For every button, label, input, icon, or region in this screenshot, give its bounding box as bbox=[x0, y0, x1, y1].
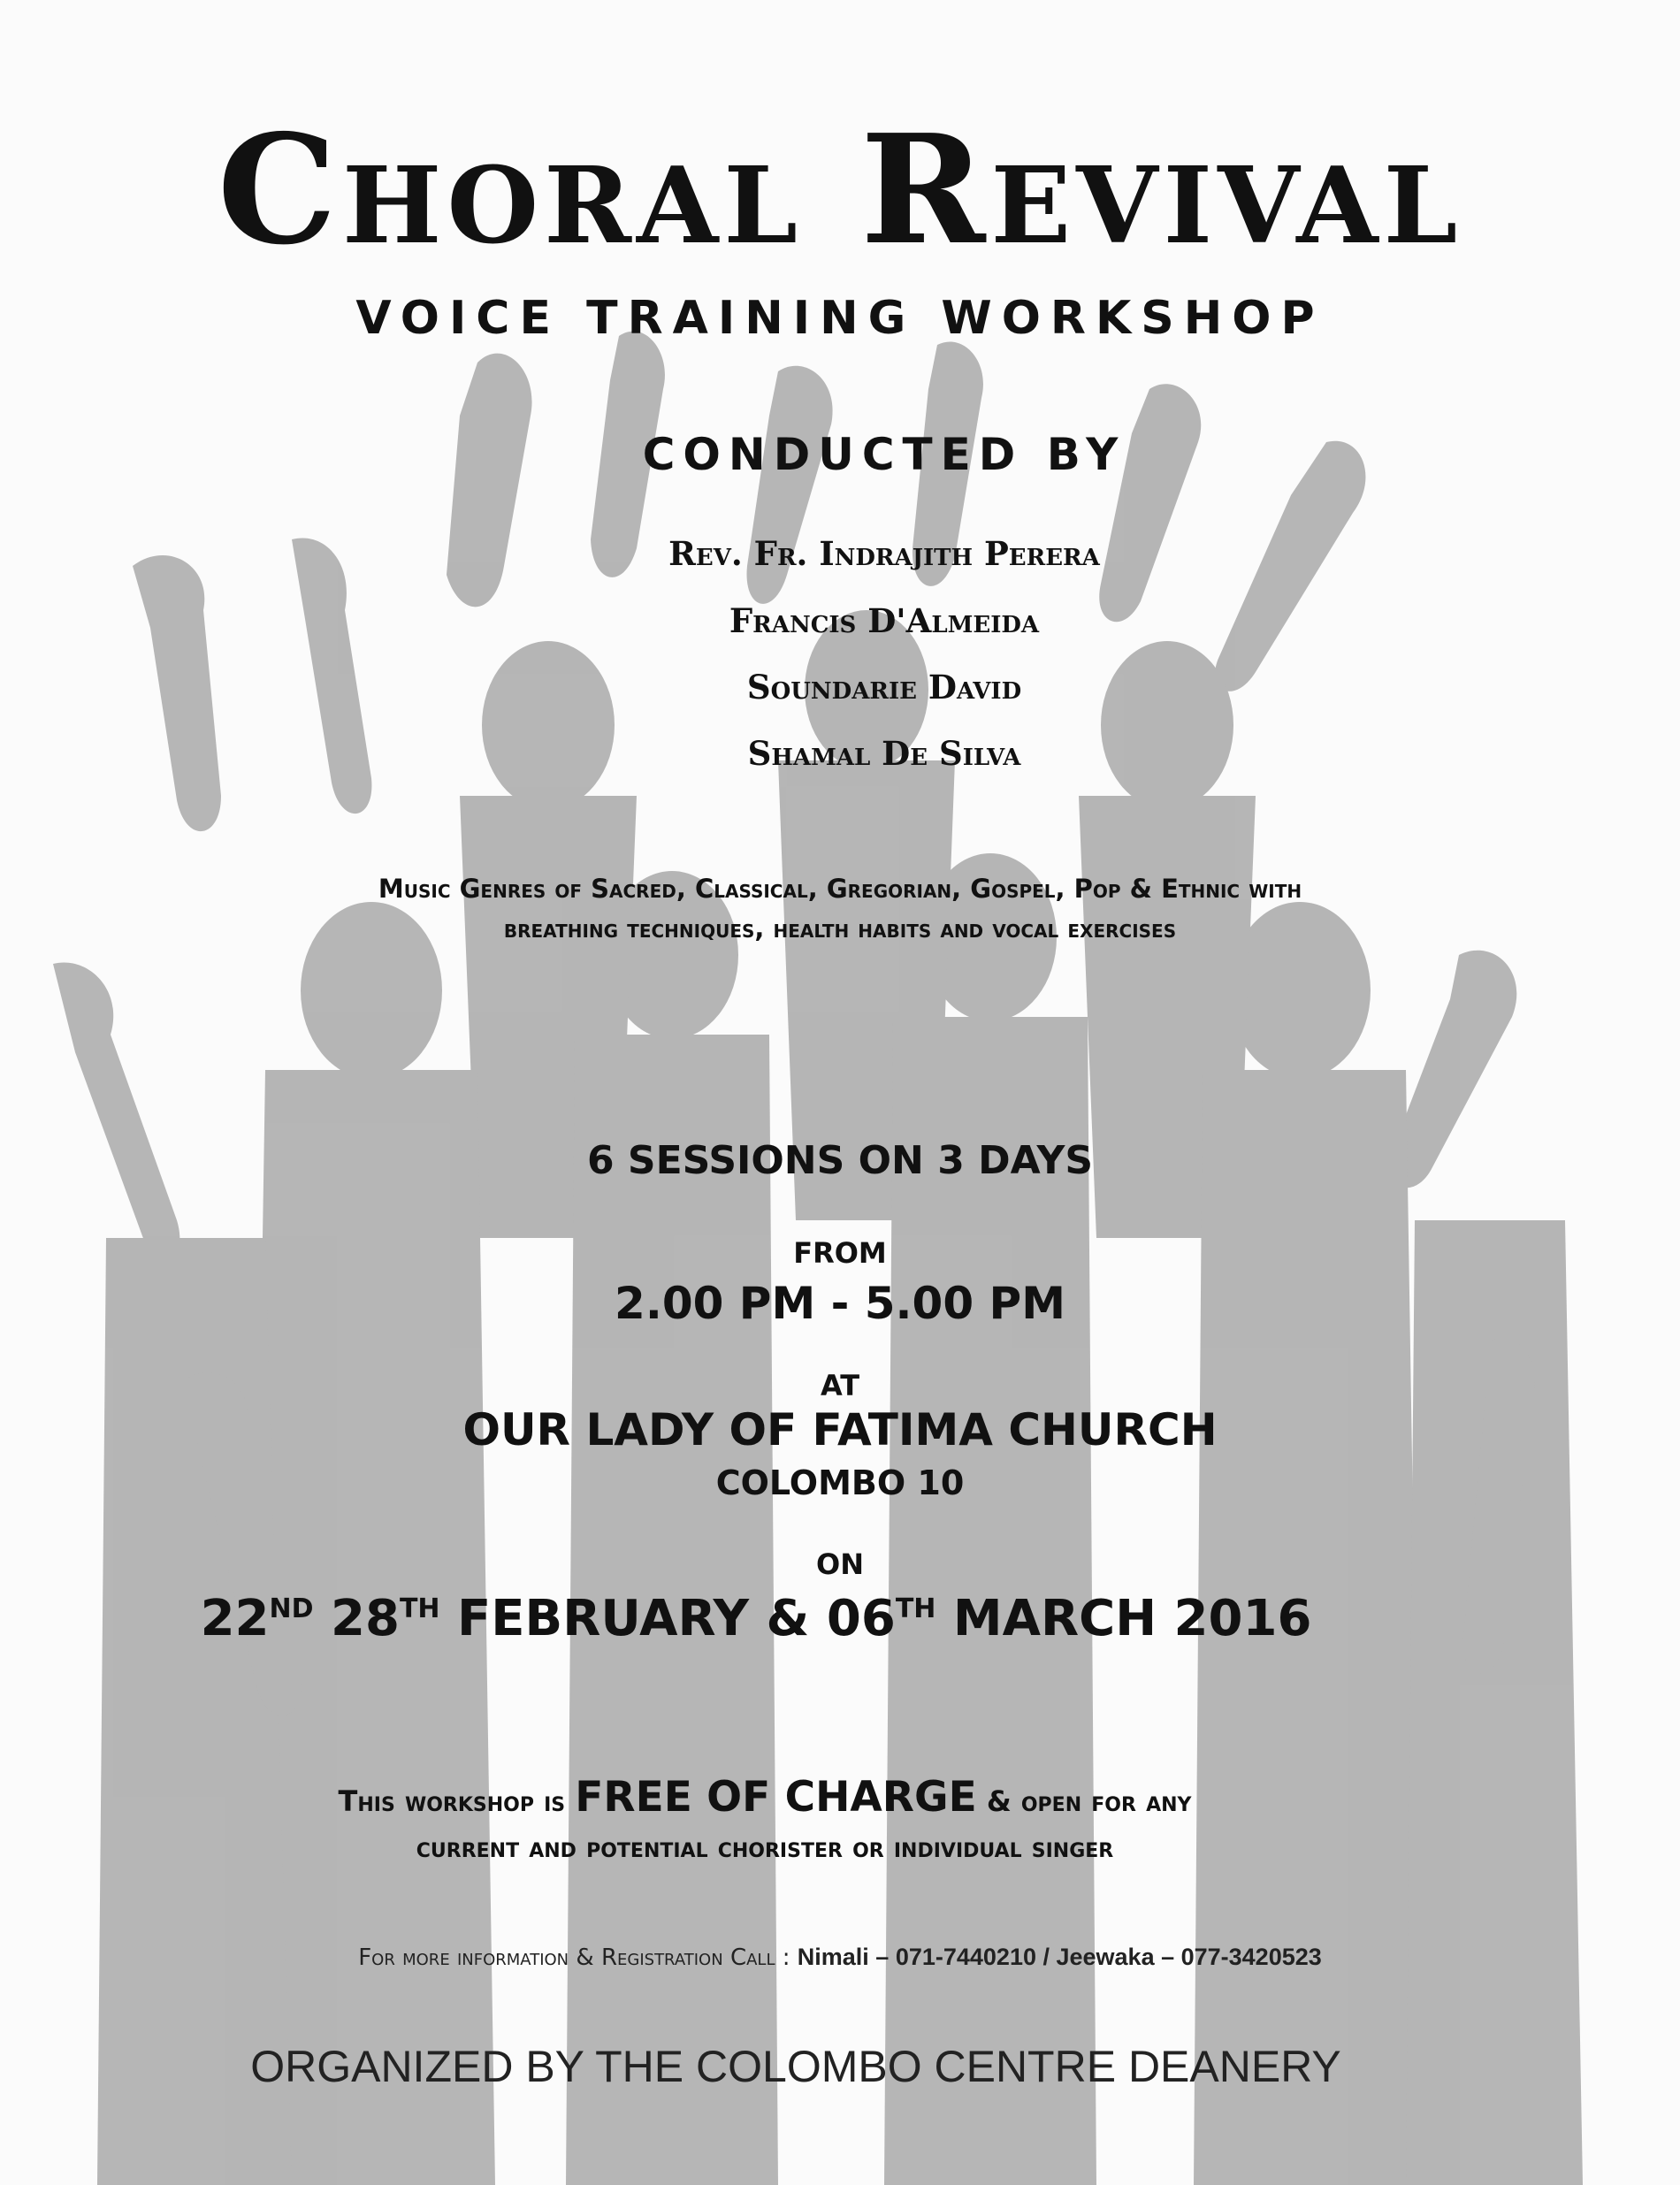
conductor-name: Francis D'Almeida bbox=[729, 601, 1040, 640]
free-of-charge-emphasis: FREE OF CHARGE bbox=[575, 1773, 977, 1822]
registration-info bbox=[0, 1944, 1680, 1971]
at-label: AT bbox=[820, 1369, 860, 1402]
from-label: FROM bbox=[793, 1236, 887, 1270]
poster-subtitle: VOICE TRAINING WORKSHOP bbox=[355, 292, 1325, 345]
conducted-by-heading: CONDUCTED BY bbox=[642, 429, 1126, 480]
date-day: 22 bbox=[200, 1590, 270, 1647]
free-notice-post: & open for any bbox=[986, 1784, 1192, 1818]
sessions-heading: 6 SESSIONS ON 3 DAYS bbox=[586, 1138, 1094, 1183]
date-suffix: ND bbox=[269, 1593, 314, 1624]
date-day: 28 bbox=[331, 1590, 400, 1647]
conductor-name: Shamal De Silva bbox=[747, 734, 1021, 773]
conductor-name: Soundarie David bbox=[746, 668, 1022, 707]
session-time: 2.00 PM - 5.00 PM bbox=[615, 1278, 1065, 1329]
event-dates bbox=[0, 1590, 1596, 1647]
date-suffix: TH bbox=[895, 1593, 936, 1624]
on-label: ON bbox=[816, 1547, 864, 1581]
date-month: FEBRUARY & bbox=[457, 1590, 810, 1647]
venue-city: COLOMBO 10 bbox=[715, 1463, 965, 1502]
conductor-name: Rev. Fr. Indrajith Perera bbox=[668, 534, 1100, 573]
date-day: 06 bbox=[826, 1590, 896, 1647]
registration-label: For more information & Registration Call : bbox=[358, 1944, 790, 1971]
free-notice-pre: This workshop is bbox=[338, 1784, 566, 1818]
registration-contacts: Nimali – 071-7440210 / Jeewaka – 077-3420523 bbox=[797, 1944, 1322, 1970]
free-notice-line-2: current and potential chorister or individual singer bbox=[416, 1830, 1114, 1864]
genres-line-1: Music Genres of Sacred, Classical, Gregorian, Gospel, Pop & Ethnic with bbox=[378, 874, 1302, 904]
free-of-charge-notice bbox=[0, 1773, 1605, 1822]
date-suffix: TH bbox=[399, 1593, 440, 1624]
organizer-line: ORGANIZED BY THE COLOMBO CENTRE DEANERY bbox=[250, 2042, 1341, 2091]
poster-title: Choral Revival bbox=[217, 102, 1463, 279]
date-month: MARCH 2016 bbox=[952, 1590, 1312, 1647]
venue-name: OUR LADY OF FATIMA CHURCH bbox=[462, 1404, 1218, 1455]
genres-line-2: breathing techniques, health habits and vocal exercises bbox=[503, 913, 1177, 944]
